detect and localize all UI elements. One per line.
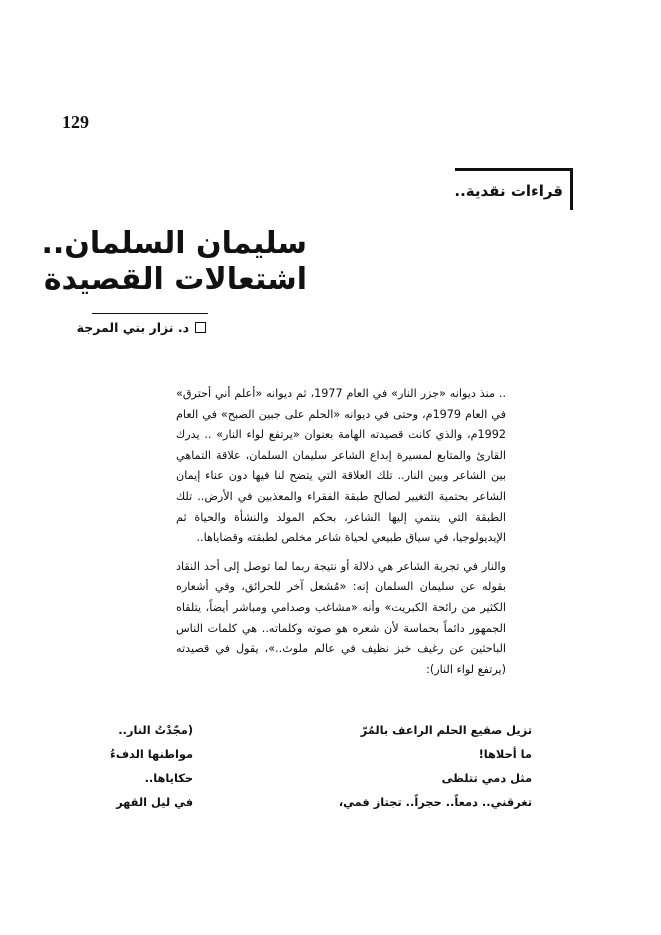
- poem-right-column: [110, 718, 193, 814]
- paragraph-1: .. منذ ديوانه «جزر النار» في العام 1977، ثم ديوانه «أعلم أني أحترق» في العام 1979م، وحتى في ديوانه «الحلم على جبين الصبح» في العام 1992م، والذي كانت قصيدته الهامة بعنوان «يرتفع لواء النار» .. يدرك القارئ والمتابع لمسيرة إبداع الشاعر سليمان السلمان، علاقة التماهي بين الشاعر وبين النار.. تلك العلاقة التي يتضح لنا فيها دون عناء إيمان الشاعر بحتمية التغيير لصالح طبقة الفقراء والمعذبين في الأرض.. تلك الطبقة التي ينتمي إليها الشاعر، بحكم المولد والنشأة والحياة ثم الإيديولوجيا، في سياق طبيعي لحياة شاعر مخلص لطبقته وقضاياها..: [176, 387, 506, 545]
- title-line-2: اشتعالات القصيدة: [43, 262, 307, 297]
- poem-line: تزيل صقيع الحلم الراعف بالمُرّ: [360, 723, 532, 737]
- page-number: 129: [62, 112, 89, 132]
- poem-left-column: [339, 718, 532, 814]
- author-byline: [77, 320, 206, 335]
- poem-line: تغرقني.. دمعاً.. حجراً.. تجتاز فمي،: [338, 795, 532, 809]
- article-title: [41, 226, 307, 298]
- section-label: قراءات نقدية..: [454, 182, 563, 200]
- article-body: [176, 384, 506, 688]
- square-bullet-icon: [195, 322, 206, 333]
- section-rule-top: [455, 168, 573, 171]
- section-rule-right: [570, 168, 573, 210]
- title-line-1: سليمان السلمان..: [41, 226, 307, 261]
- poem-line: مواطنها الدفءُ: [110, 747, 194, 761]
- poem-line: في ليل القهر: [116, 795, 194, 809]
- poem-line: حكاياها..: [144, 771, 194, 785]
- paragraph-2: والنار في تجربة الشاعر هي دلالة أو نتيجة ربما لما توصل إلى أحد النقاد بقوله عن سليمان السلمان إنه: «مُشعل آخر للحرائق، وفي أشعاره الكثير من رائحة الكبريت» وأنه «مشاغب وصدامي ومباشر أيضاً، يتلقاه الجمهور دائماً بحماسة لأن شعره هو صوته وكلماته.. هي كلمات الناس الباحثين عن رغيف خبز نظيف في عالم ملوث..»، يقول في قصيدته (يرتفع لواء النار):: [176, 559, 506, 676]
- poem-line: ما أحلاها!: [478, 747, 532, 761]
- author-rule: [92, 313, 208, 314]
- poem-line: (مجّدْتُ النار..: [118, 723, 194, 737]
- poem-line: مثل دمي تتلظى: [441, 771, 532, 785]
- author-name: د. نزار بني المرجة: [76, 320, 189, 335]
- poem: [110, 718, 532, 814]
- section-header: [455, 168, 573, 210]
